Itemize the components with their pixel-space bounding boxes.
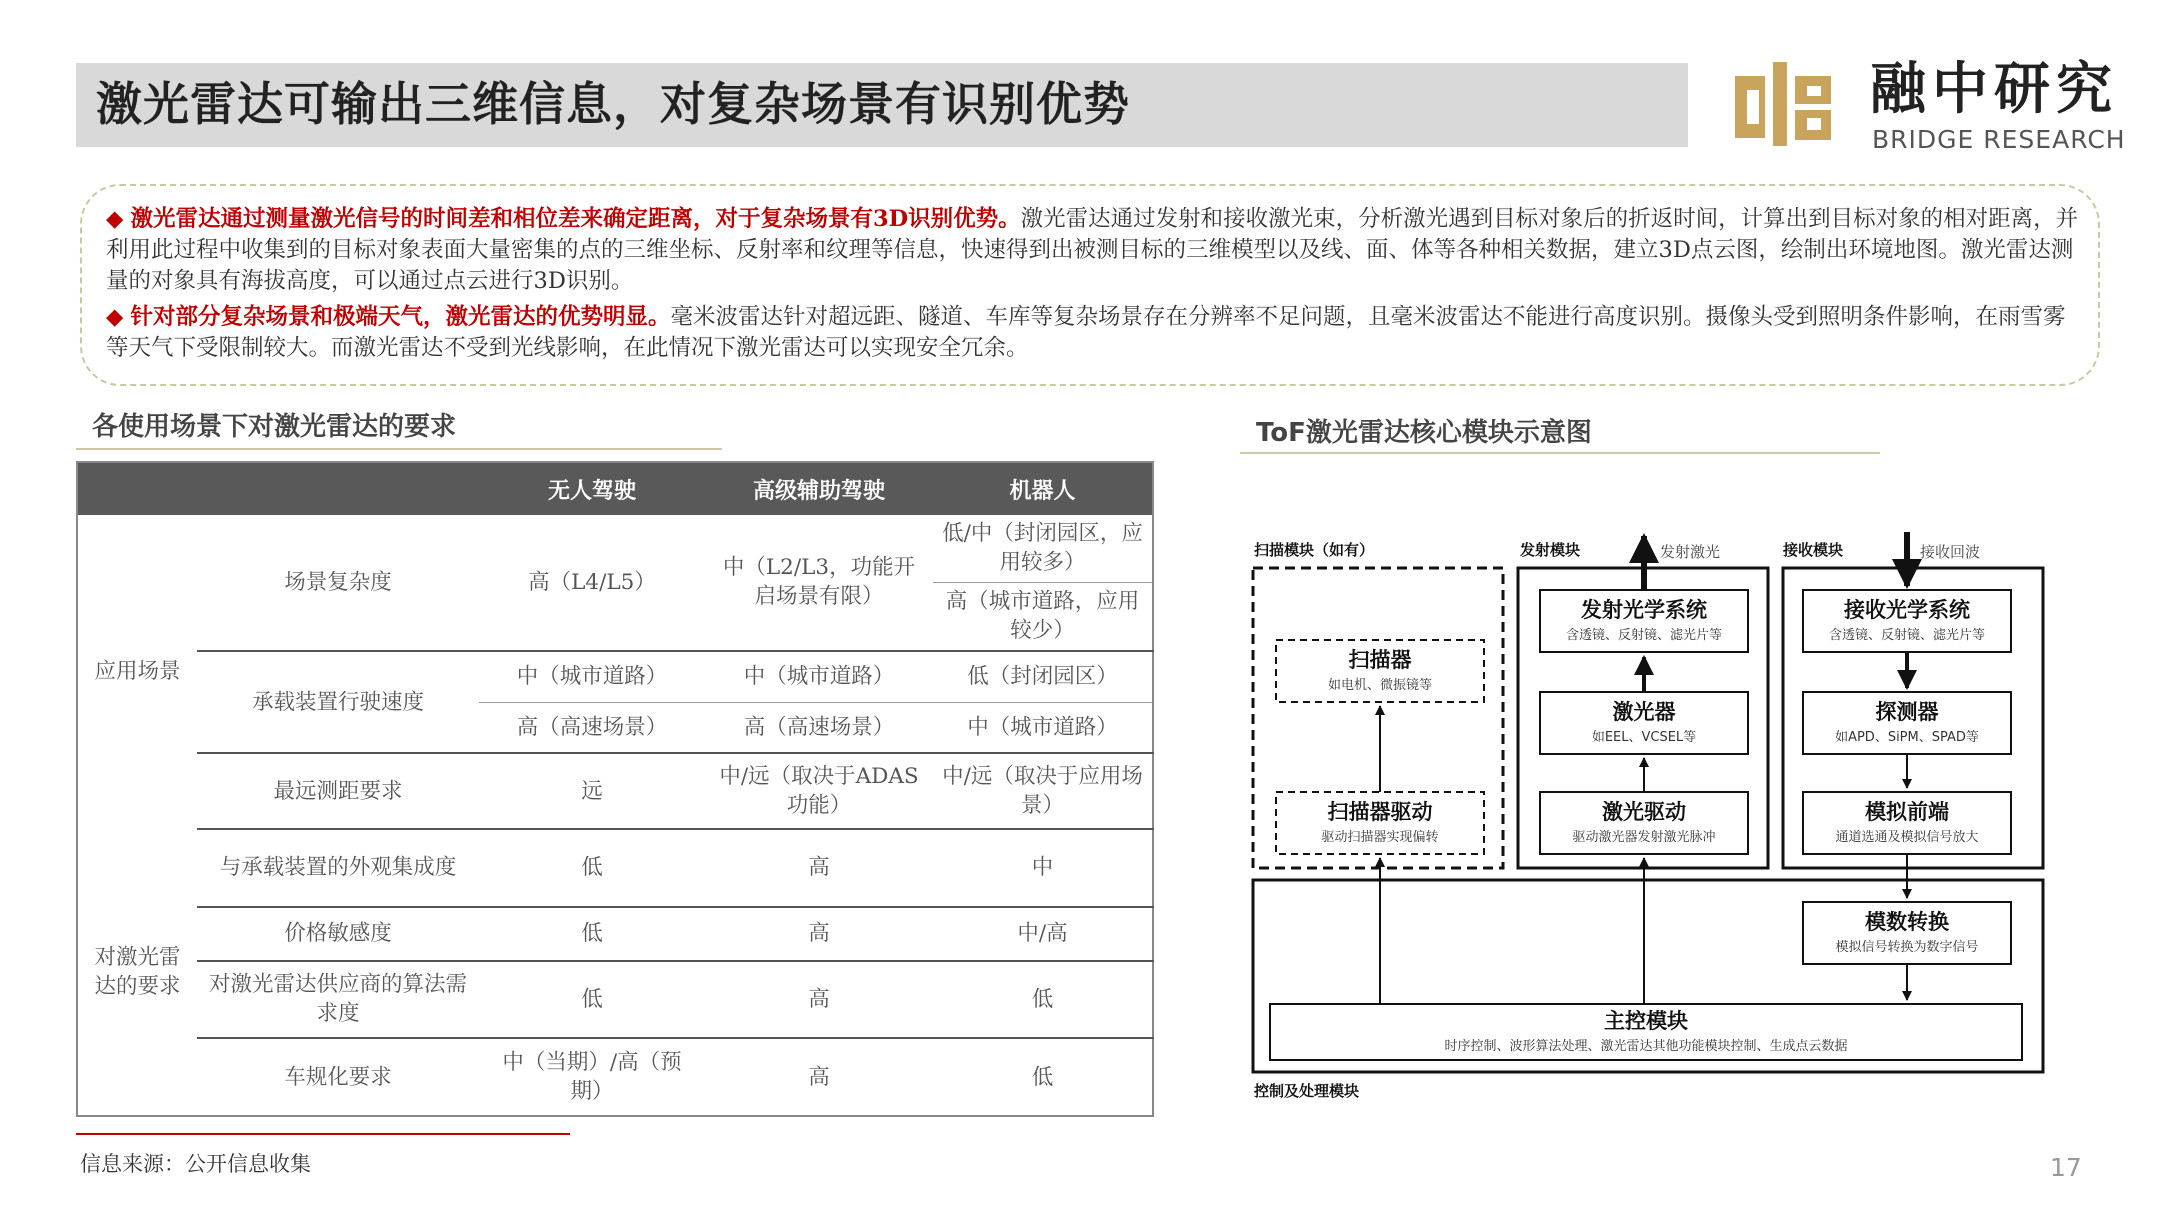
category-lidar-requirements: 对激光雷达的要求	[94, 944, 181, 999]
row-label: 价格敏感度	[197, 907, 479, 961]
table-cell: 高（高速场景）	[479, 702, 705, 753]
logo-chinese-name: 融中研究	[1870, 57, 2118, 122]
source-underline	[76, 1133, 570, 1135]
table-cell: 中/远（取决于应用场景）	[933, 753, 1153, 829]
header-adas: 高级辅助驾驶	[705, 462, 933, 515]
table-cell: 中/远（取决于ADAS功能）	[705, 753, 933, 829]
summary-bullet-2	[106, 302, 2086, 364]
row-label: 最远测距要求	[197, 753, 479, 829]
table-cell: 低	[933, 961, 1153, 1039]
table-cell: 高	[705, 907, 933, 961]
table-cell: 高	[705, 829, 933, 907]
table-cell: 中/高	[933, 907, 1153, 961]
scanner-drive-title: 扫描器驱动	[1327, 800, 1433, 824]
header-empty	[77, 462, 197, 515]
table-row	[77, 961, 1153, 1039]
recv-echo-label: 接收回波	[1920, 543, 1981, 561]
laser-subtitle: 如EEL、VCSEL等	[1591, 730, 1697, 745]
detector-title: 探测器	[1875, 700, 1939, 724]
page-title: 激光雷达可输出三维信息，对复杂场景有识别优势	[96, 77, 1130, 131]
table-cell: 远	[479, 753, 705, 829]
laser-drive-title: 激光驱动	[1602, 800, 1686, 824]
emit-optics-subtitle: 含透镜、反射镜、滤光片等	[1565, 628, 1723, 643]
table-cell: 中（城市道路）	[705, 651, 933, 702]
control-module-label: 控制及处理模块	[1254, 1082, 1360, 1100]
recv-module-label: 接收模块	[1783, 541, 1844, 559]
laser-drive-subtitle: 驱动激光器发射激光脉冲	[1572, 830, 1716, 845]
table-cell: 高（城市道路，应用较少）	[933, 582, 1153, 651]
header-empty	[197, 462, 479, 515]
table-cell: 低	[479, 907, 705, 961]
table-cell: 中（城市道路）	[479, 651, 705, 702]
diamond-bullet-icon: ◆	[106, 206, 124, 232]
logo-english-name: BRIDGE RESEARCH	[1872, 125, 2126, 154]
table-cell: 低（封闭园区）	[933, 651, 1153, 702]
analog-front-title: 模拟前端	[1865, 800, 1949, 824]
scanner-drive-subtitle: 驱动扫描器实现偏转	[1321, 830, 1439, 845]
scanner-subtitle: 如电机、微振镜等	[1327, 678, 1433, 693]
table-cell: 中（L2/L3，功能开启场景有限）	[705, 515, 933, 651]
adc-title: 模数转换	[1865, 910, 1949, 934]
emit-laser-label: 发射激光	[1660, 543, 1721, 561]
table-section-title: 各使用场景下对激光雷达的要求	[92, 412, 457, 442]
table-cell: 高（高速场景）	[705, 702, 933, 753]
table-title-underline	[76, 448, 722, 450]
bullet-1-highlight: 激光雷达通过测量激光信号的时间差和相位差来确定距离，对于复杂场景有3D识别优势。	[130, 206, 1021, 232]
recv-optics-subtitle: 含透镜、反射镜、滤光片等	[1828, 628, 1986, 643]
recv-optics-title: 接收光学系统	[1844, 598, 1970, 622]
main-control-subtitle: 时序控制、波形算法处理、激光雷达其他功能模块控制、生成点云数据	[1444, 1039, 1848, 1054]
table-cell: 中（当期）/高（预期）	[502, 1050, 682, 1105]
emit-module-label: 发射模块	[1520, 541, 1581, 559]
table-row	[77, 515, 1153, 582]
page-number: 17	[2050, 1153, 2082, 1182]
category-application-scenario: 应用场景	[94, 659, 181, 685]
table-cell: 中（城市道路）	[933, 702, 1153, 753]
table-row	[77, 651, 1153, 702]
adc-subtitle: 模拟信号转换为数字信号	[1835, 940, 1979, 955]
requirements-table	[76, 461, 1154, 1117]
detector-subtitle: 如APD、SiPM、SPAD等	[1835, 730, 1979, 745]
row-label: 车规化要求	[284, 1064, 392, 1090]
summary-bullet-1	[106, 204, 2086, 297]
row-label: 对激光雷达供应商的算法需求度	[197, 961, 479, 1039]
bullet-1-text: 激光雷达通过发射和接收激光束，分析激光遇到目标对象后的折返时间，计算出到目标对象的相对距离，并利用此过程中收集到的目标对象表面大量密集的点的三维坐标、反射率和纹理等信息，快速得到出被测目标的三维模型以及线、面、体等各种相关数据，建立3D点云图，绘制出环境地图。激光雷达测量的对象具有海拔高度，可以通过点云进行3D识别。	[106, 206, 2079, 294]
table-cell: 低/中（封闭园区，应用较多）	[933, 515, 1153, 582]
table-cell: 低	[1031, 1064, 1054, 1090]
main-control-title: 主控模块	[1604, 1009, 1688, 1033]
scanner-title: 扫描器	[1348, 648, 1412, 672]
table-cell: 高	[808, 1064, 830, 1090]
bridge-logo-icon	[1735, 62, 1859, 146]
table-header-row	[77, 462, 1153, 515]
emit-optics-title: 发射光学系统	[1581, 598, 1707, 622]
row-label: 与承载装置的外观集成度	[197, 829, 479, 907]
diagram-title-underline	[1240, 452, 1880, 454]
header-driverless: 无人驾驶	[479, 462, 705, 515]
analog-front-subtitle: 通道选通及模拟信号放大	[1835, 830, 1979, 845]
table-row	[77, 907, 1153, 961]
bullet-2-text: 毫米波雷达针对超远距、隧道、车库等复杂场景存在分辨率不足问题，且毫米波雷达不能进行高度识别。摄像头受到照明条件影响，在雨雪雾等天气下受限制较大。而激光雷达不受到光线影响，在此情况下激光雷达可以实现安全冗余。	[106, 304, 2066, 361]
bullet-2-highlight: 针对部分复杂场景和极端天气，激光雷达的优势明显。	[130, 304, 671, 330]
table-cell: 低	[479, 961, 705, 1039]
scan-module-label: 扫描模块（如有）	[1254, 541, 1375, 559]
laser-title: 激光器	[1612, 700, 1676, 724]
table-row	[77, 829, 1153, 907]
header-robot: 机器人	[933, 462, 1153, 515]
diamond-bullet-icon: ◆	[106, 304, 124, 330]
diagram-section-title: ToF激光雷达核心模块示意图	[1256, 418, 1592, 448]
table-cell: 低	[479, 829, 705, 907]
row-label: 承载装置行驶速度	[197, 651, 479, 754]
table-row	[77, 753, 1153, 829]
row-label: 场景复杂度	[197, 515, 479, 651]
source-note: 信息来源：公开信息收集	[80, 1152, 311, 1176]
table-cell: 中	[933, 829, 1153, 907]
table-row	[77, 1038, 1153, 1116]
table-cell: 高	[705, 961, 933, 1039]
table-cell: 高（L4/L5）	[479, 515, 705, 651]
tof-lidar-module-diagram	[1248, 530, 2048, 1110]
